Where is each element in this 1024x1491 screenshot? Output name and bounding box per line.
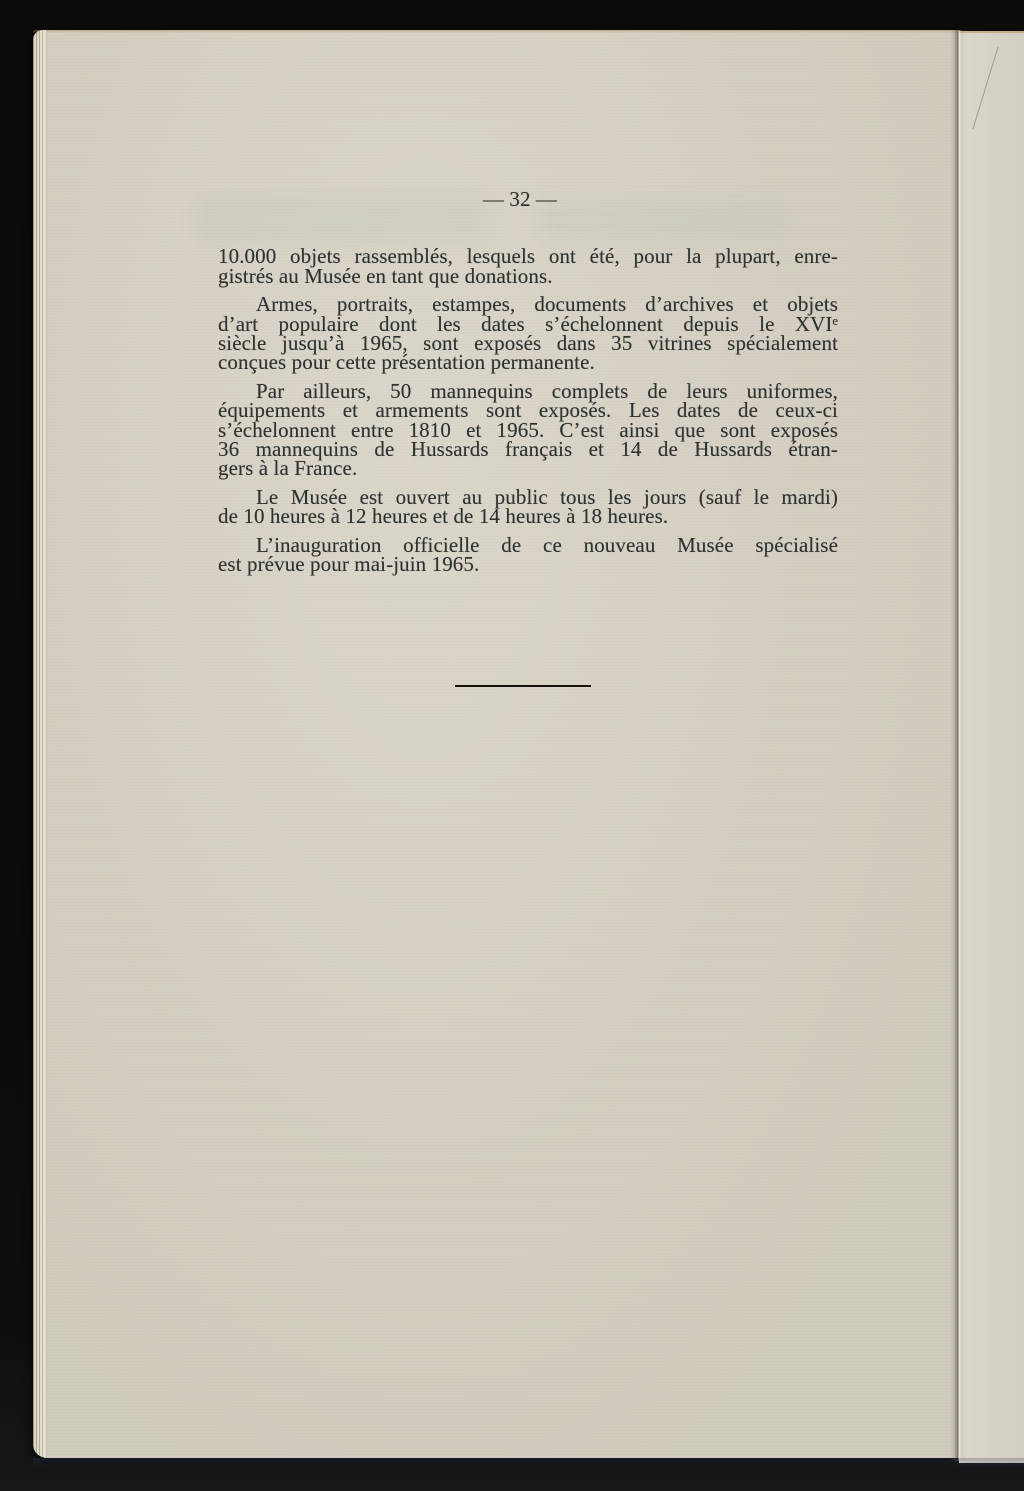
text-line: 10.000 objets rassemblés, lesquels ont été, pour la plupart, enre- bbox=[218, 244, 838, 269]
paragraph bbox=[218, 378, 838, 481]
next-page-edge bbox=[959, 31, 1024, 1463]
text-line: Le Musée est ouvert au public tous les jours (sauf le mardi) bbox=[256, 484, 838, 509]
text-line: conçues pour cette présentation permanente. bbox=[218, 350, 595, 375]
page-number: — 32 — bbox=[482, 187, 558, 211]
section-divider bbox=[455, 685, 591, 687]
page-crease bbox=[950, 30, 968, 1461]
text-line: Armes, portraits, estampes, documents d’archives et objets bbox=[256, 292, 838, 317]
text-line: gistrés au Musée en tant que donations. bbox=[218, 263, 553, 288]
text-line: gers à la France. bbox=[218, 456, 358, 481]
text-line: s’échelonnent entre 1810 et 1965. C’est ainsi que sont exposés bbox=[218, 417, 838, 442]
text-line: d’art populaire dont les dates s’échelonnent depuis le XVIᵉ bbox=[218, 311, 838, 336]
paper-wrinkle bbox=[972, 47, 998, 130]
text-line: L’inauguration officielle de ce nouveau Musée spécialisé bbox=[256, 532, 838, 557]
page-edge-stack bbox=[33, 30, 50, 1458]
text-line: Par ailleurs, 50 mannequins complets de leurs uniformes, bbox=[256, 378, 838, 403]
paragraph bbox=[218, 292, 838, 375]
body-text bbox=[218, 244, 838, 577]
table-reflection bbox=[33, 1458, 1024, 1469]
text-line: siècle jusqu’à 1965, sont exposés dans 35 vitrines spécialement bbox=[218, 331, 838, 356]
paragraph bbox=[218, 484, 838, 529]
text-line: 36 mannequins de Hussards français et 14 de Hussards étran- bbox=[218, 437, 838, 462]
text-line: équipements et armements sont exposés. Les dates de ceux-ci bbox=[218, 398, 838, 423]
paragraph bbox=[218, 532, 838, 577]
text-line: est prévue pour mai-juin 1965. bbox=[218, 552, 480, 577]
text-line: de 10 heures à 12 heures et de 14 heures à 18 heures. bbox=[218, 504, 669, 529]
page-top-edge bbox=[33, 30, 959, 33]
paragraph bbox=[218, 244, 838, 288]
book-page bbox=[33, 30, 959, 1458]
page-content bbox=[218, 187, 838, 577]
